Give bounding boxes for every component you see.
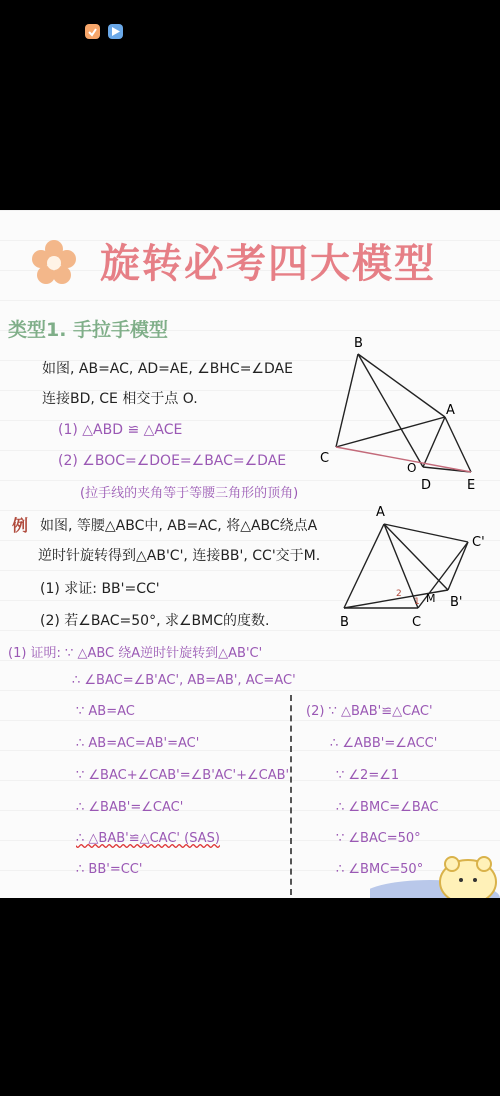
example-line2: 逆时针旋转得到△AB'C', 连接BB', CC'交于M. [38,548,321,564]
section1-note: (拉手线的夹角等于等腰三角形的顶角) [80,486,299,501]
fig1-label-o: O [407,461,417,475]
note-page [0,210,500,898]
play-store-icon [108,24,123,39]
example-question2: (2) 若∠BAC=50°, 求∠BMC的度数. [40,613,270,629]
bottom-black-area [0,898,500,1096]
proof2-line-1: (2) ∵ △BAB'≌△CAC' [306,704,433,719]
section1-line2: 连接BD, CE 相交于点 O. [42,391,198,407]
proof1-line-2: ∴ ∠BAC=∠B'AC', AB=AB', AC=AC' [72,673,296,688]
fig2-label-b: B [340,615,349,630]
example-label: 例 [12,516,29,535]
fig2-label-b-prime: B' [450,595,463,610]
proof1-line-8: ∴ BB'=CC' [76,862,143,877]
section1-item1: (1) △ABD ≌ △ACE [58,422,183,438]
section-heading: 类型1. 手拉手模型 [8,319,169,341]
column-divider [290,695,292,895]
example-line1: 如图, 等腰△ABC中, AB=AC, 将△ABC绕点A [40,518,318,534]
proof1-line-7: ∴ △BAB'≌△CAC' (SAS) [76,831,220,846]
hand-in-hand-figure [318,332,498,497]
example-question1: (1) 求证: BB'=CC' [40,581,160,597]
fig1-label-c: C [320,451,330,466]
page-title: 旋转必考四大模型 [100,240,436,287]
cartoon-mascot-sticker [370,850,500,898]
title-row [30,228,490,298]
section1-item2: (2) ∠BOC=∠DOE=∠BAC=∠DAE [58,453,287,469]
fig1-label-a: A [446,403,455,418]
section1-line1: 如图, AB=AC, AD=AE, ∠BHC=∠DAE [42,361,293,377]
proof2-line-5: ∵ ∠BAC=50° [336,831,421,846]
fig1-label-d: D [421,478,432,493]
proof1-line-6: ∴ ∠BAB'=∠CAC' [76,800,184,815]
fig2-label-c: C [412,615,422,630]
fig2-angle-2: 2 [396,589,402,599]
fig2-label-a: A [376,505,385,520]
fig2-label-c-prime: C' [472,535,485,550]
proof1-line-5: ∵ ∠BAC+∠CAB'=∠B'AC'+∠CAB' [76,768,290,783]
fig2-angle-1: 1 [414,597,420,607]
proof2-line-2: ∴ ∠ABB'=∠ACC' [330,736,438,751]
proof2-line-6: ∴ ∠BMC=50° [336,862,424,877]
fig2-label-m: M [426,592,436,605]
fig1-label-e: E [467,478,476,493]
rotation-example-figure [336,502,496,637]
proof1-line-1: (1) 证明: ∵ △ABC 绕A逆时针旋转到△AB'C' [8,646,263,661]
proof1-line-4: ∴ AB=AC=AB'=AC' [76,736,200,751]
proof1-line-3: ∵ AB=AC [76,704,135,719]
status-bar [0,0,500,60]
flower-icon [30,238,78,286]
proof2-line-4: ∴ ∠BMC=∠BAC [336,800,439,815]
proof2-line-3: ∵ ∠2=∠1 [336,768,400,783]
fig1-label-b: B [354,336,363,351]
app-notification-icon [85,24,100,39]
